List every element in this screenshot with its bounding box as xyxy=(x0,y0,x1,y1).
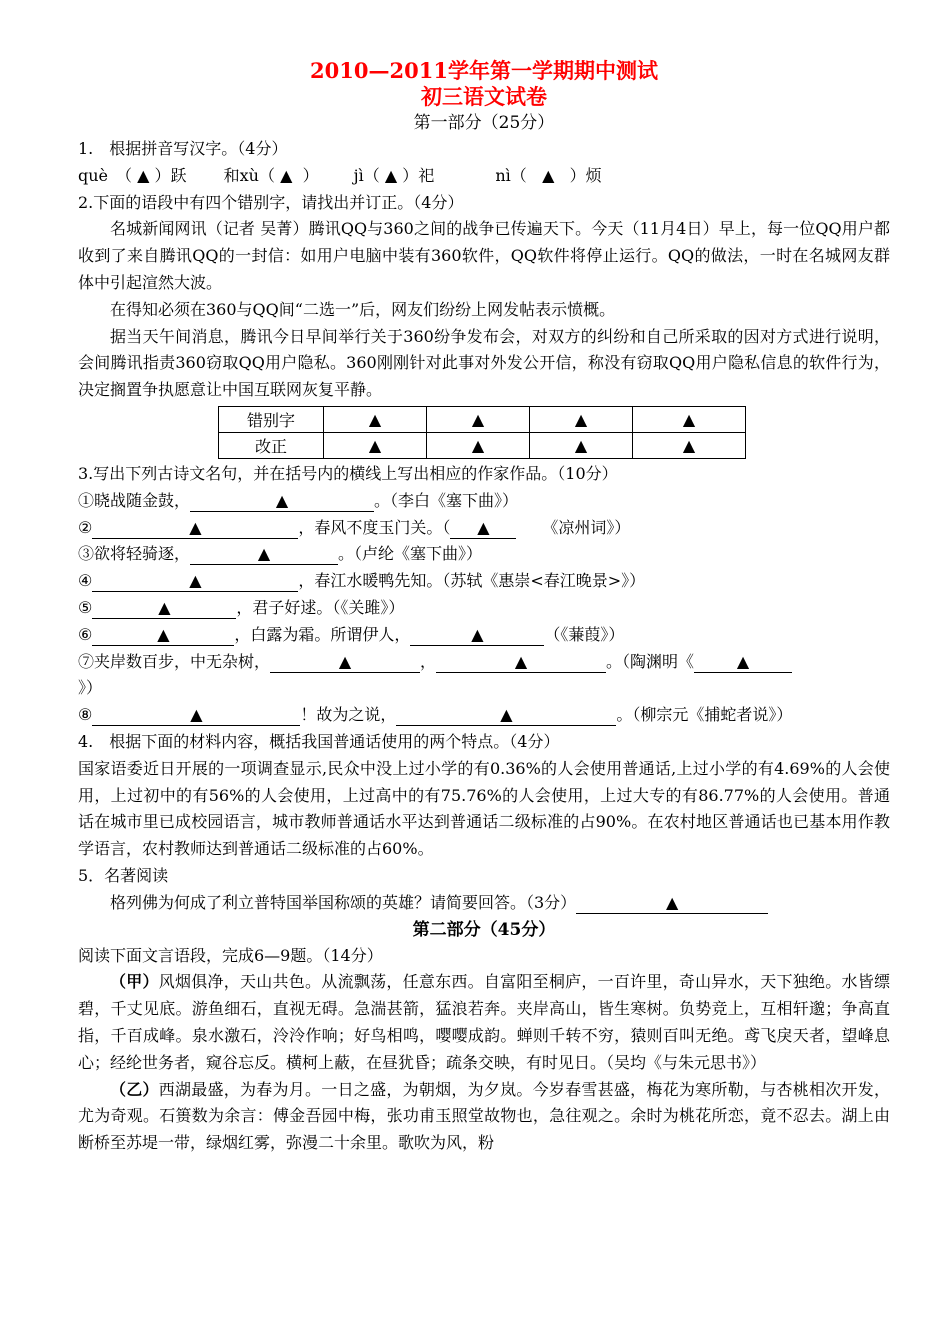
answer-cell: ▲ xyxy=(427,432,530,458)
answer-cell: ▲ xyxy=(324,432,427,458)
answer-blank[interactable]: ▲ xyxy=(190,544,338,565)
answer-mark: ▲ xyxy=(542,165,555,185)
poem-line: ④ ▲ ，春江水暖鸭先知。（苏轼《惠崇<春江晚景>》） xyxy=(78,571,646,591)
answer-blank[interactable]: ▲ xyxy=(270,652,420,673)
answer-blank[interactable]: ▲ xyxy=(410,625,544,646)
table-row xyxy=(219,432,746,458)
poem-line: ② ▲ ，春风不度玉门关。（ ▲ 《凉州词》） xyxy=(78,517,631,537)
q5-prompt: 5．名著阅读 xyxy=(78,865,169,885)
answer-blank[interactable]: ▲ xyxy=(694,652,792,673)
answer-blank[interactable]: ▲ xyxy=(92,518,298,539)
answer-blank[interactable]: ▲ xyxy=(396,705,616,726)
q1-item: què （ ▲ ）跃 xyxy=(78,165,187,185)
passage-label: （甲） xyxy=(110,972,159,992)
poem-line-wrap: 》） xyxy=(78,678,103,698)
table-header-cell: 错别字 xyxy=(219,406,324,432)
passage-yi: （乙）西湖最盛，为春为月。一日之盛，为朝烟，为夕岚。今岁春雪甚盛，梅花为寒所勒，与杏桃相次开发，尤为奇观。石篑数为余言：傅金吾园中梅，张功甫玉照堂故物也，急往观之。余时为桃花所恋，竟不忍去。湖上由断桥至苏堤一带，绿烟红雾，弥漫二十余里。歌吹为风，粉 xyxy=(78,1079,890,1153)
poem-line: ⑦夹岸数百步，中无杂树， ▲ ， ▲ 。（陶渊明《 ▲ xyxy=(78,649,890,676)
poem-line: ⑤ ▲ ，君子好逑。（《关雎》） xyxy=(78,597,405,617)
answer-cell: ▲ xyxy=(633,406,746,432)
correction-table xyxy=(218,406,746,459)
answer-mark: ▲ xyxy=(384,165,398,185)
passage-label: （乙） xyxy=(110,1079,159,1099)
q2-paragraph: 据当天午间消息，腾讯今日早间举行关于360纷争发布会，对双方的纠纷和自己所采取的因对方式进行说明，会间腾讯指责360窃取QQ用户隐私。360刚刚针对此事对外发公开信，称没有窃取QQ用户隐私信息的软件行为，决定搁置争执愿意让中国互联网灰复平静。 xyxy=(78,326,890,400)
answer-mark: ▲ xyxy=(280,165,293,185)
q4-prompt: 4. 根据下面的材料内容，概括我国普通话使用的两个特点。（4分） xyxy=(78,731,560,751)
q1-item: nì（ ▲ ）烦 xyxy=(495,165,602,185)
exam-subtitle: 初三语文试卷 xyxy=(421,84,547,109)
q5-question: 格列佛为何成了利立普特国举国称颂的英雄？请简要回答。（3分） ▲ xyxy=(78,890,890,917)
poem-line: ①晓战随金鼓， ▲ 。（李白《塞下曲》） xyxy=(78,490,519,510)
poem-line: ⑥ ▲ ，白露为霜。所谓伊人， ▲ （《蒹葭》） xyxy=(78,624,625,644)
answer-blank[interactable]: ▲ xyxy=(576,893,768,914)
passage-jia: （甲）风烟俱净，天山共色。从流飘荡，任意东西。自富阳至桐庐，一百许里，奇山异水，天下独绝。水皆缥碧，千丈见底。游鱼细石，直视无碍。急湍甚箭，猛浪若奔。夹岸高山，皆生寒树。负势竞上，互相轩邈；争高直指，千百成峰。泉水激石，泠泠作响；好鸟相鸣，嘤嘤成韵。蝉则千转不穷，猿则百叫无绝。鸢飞戾天者，望峰息心；经纶世务者，窥谷忘反。横柯上蔽，在昼犹昏；疏条交映，有时见日。（吴均《与朱元思书》） xyxy=(78,972,890,1072)
q1-pinyin-row xyxy=(78,163,890,190)
part1-heading: 第一部分（25分） xyxy=(413,113,555,133)
answer-mark: ▲ xyxy=(137,165,150,185)
answer-blank[interactable]: ▲ xyxy=(92,571,298,592)
q2-paragraph: 名城新闻网讯（记者 吴菁）腾讯QQ与360之间的战争已传遍天下。今天（11月4日）早上，每一位QQ用户都收到了来自腾讯QQ的一封信：如用户电脑中装有360软件，QQ软件将停止运行。QQ的做法，一时在名城网友群体中引起渲然大波。 xyxy=(78,219,890,292)
answer-blank[interactable]: ▲ xyxy=(92,598,236,619)
exam-title: 2010—2011学年第一学期期中测试 xyxy=(310,58,658,83)
answer-cell: ▲ xyxy=(530,406,633,432)
table-row xyxy=(219,406,746,432)
exam-page xyxy=(78,58,890,1157)
poem-line: ③欲将轻骑逐， ▲ 。（卢纶《塞下曲》） xyxy=(78,544,483,564)
answer-cell: ▲ xyxy=(530,432,633,458)
answer-blank[interactable]: ▲ xyxy=(92,705,300,726)
answer-blank[interactable]: ▲ xyxy=(450,518,516,539)
q2-prompt: 2.下面的语段中有四个错别字，请找出并订正。（4分） xyxy=(78,192,464,212)
answer-blank[interactable]: ▲ xyxy=(92,625,234,646)
poem-line: ⑧ ▲ ！故为之说， ▲ 。（柳宗元《捕蛇者说》） xyxy=(78,705,793,725)
table-header-cell: 改正 xyxy=(219,432,324,458)
reading-prompt: 阅读下面文言语段，完成6—9题。（14分） xyxy=(78,945,383,965)
answer-cell: ▲ xyxy=(427,406,530,432)
answer-blank[interactable]: ▲ xyxy=(436,652,606,673)
q1-item: 和xù（ ▲ ） xyxy=(223,165,319,185)
answer-cell: ▲ xyxy=(633,432,746,458)
q1-prompt: 1. 根据拼音写汉字。（4分） xyxy=(78,139,288,158)
q1-item: jì（ ▲ ）祀 xyxy=(353,165,435,185)
answer-cell: ▲ xyxy=(324,406,427,432)
part2-heading: 第二部分（45分） xyxy=(412,919,556,940)
q4-material: 国家语委近日开展的一项调查显示,民众中没上过小学的有0.36%的人会使用普通话,上过小学的有4.69%的人会使用，上过初中的有56%的人会使用，上过高中的有75.76%的人会使用，上过大专的有86.77%的人会使用。普通话在城市里已成校园语言，城市教师普通话水平达到普通话二级标准的占90%。在农村地区普通话也已基本用作教学语言，农村教师达到普通话二级标准的占60%。 xyxy=(78,758,890,859)
q3-prompt: 3.写出下列古诗文名句，并在括号内的横线上写出相应的作家作品。（10分） xyxy=(78,463,618,483)
q2-paragraph: 在得知必须在360与QQ间“二选一”后，网友们纷纷上网发帖表示愤概。 xyxy=(110,299,616,319)
answer-blank[interactable]: ▲ xyxy=(190,491,374,512)
